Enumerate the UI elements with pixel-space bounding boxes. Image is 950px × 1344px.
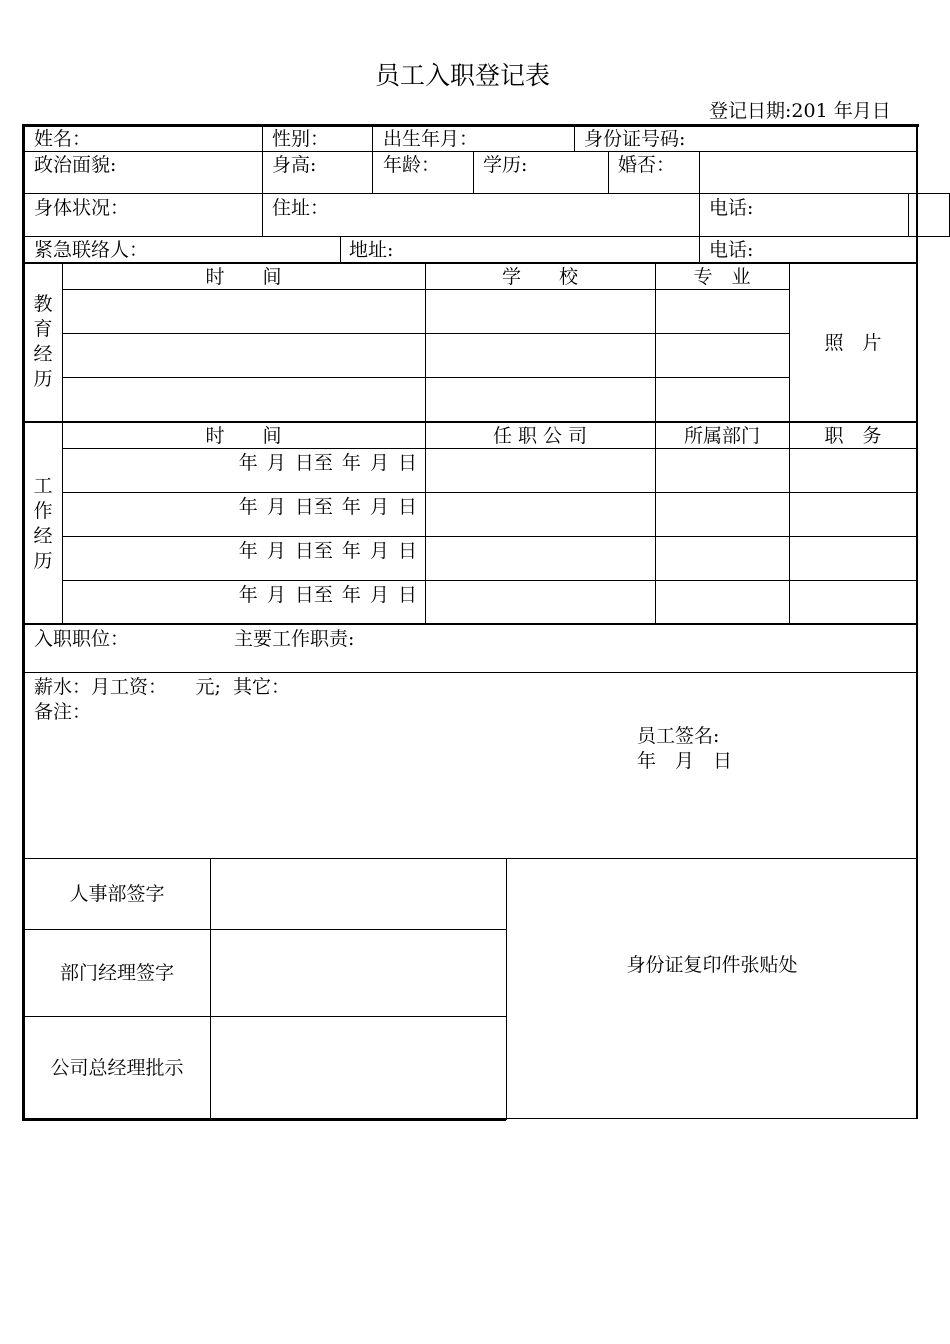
work-row-date: 年 月 日至 年 月 日 [238,540,417,562]
political-label: 政治面貌: [34,154,117,176]
education-section-label: 教 育 经 历 [33,293,53,390]
emergency-contact-label: 紧急联络人： [34,239,149,261]
work-col-dept: 所属部门 [683,425,760,447]
health-label: 身体状况： [34,197,130,219]
work-section-label: 工 作 经 历 [33,475,53,572]
height-label: 身高: [272,154,317,176]
gm-approval-label: 公司总经理批示 [50,1057,184,1079]
id-number-label: 身份证号码: [584,128,686,150]
remarks-label: 备注： [34,701,92,723]
emergency-phone-label: 电话: [709,239,754,261]
work-col-position: 职 务 [824,425,882,447]
work-col-time: 时 间 [205,425,282,447]
name-label: 姓名： [34,128,92,150]
edu-col-major: 专 业 [693,266,751,288]
work-col-company: 任 职 公 司 [492,425,588,447]
dept-manager-signature-label: 部门经理签字 [59,962,174,984]
duties-label: 主要工作职责: [234,628,355,650]
signature-date: 年 月 日 [637,750,733,772]
work-row-date: 年 月 日至 年 月 日 [238,496,417,518]
employee-signature-label: 员工签名: [637,725,720,747]
edu-col-time: 时 间 [205,266,282,288]
form-title: 员工入职登记表 [375,61,551,90]
position-label: 入职职位： [34,628,130,650]
phone-label: 电话: [709,197,754,219]
gender-label: 性别： [272,128,330,150]
id-copy-area-label: 身份证复印件张贴处 [626,954,798,976]
work-row-date: 年 月 日至 年 月 日 [238,452,417,474]
age-label: 年龄： [383,154,441,176]
salary-label: 薪水：月工资： 元; 其它： [34,676,290,698]
registration-date: 登记日期:201 年月日 [709,100,891,122]
work-row-date: 年 月 日至 年 月 日 [238,584,417,606]
photo-placeholder: 照 片 [824,332,882,354]
birth-label: 出生年月： [383,128,479,150]
edu-col-school: 学 校 [501,266,578,288]
married-label: 婚否： [618,154,676,176]
hr-signature-label: 人事部签字 [69,883,165,905]
address-label: 住址： [272,197,330,219]
education-level-label: 学历: [483,154,528,176]
emergency-address-label: 地址: [349,239,394,261]
